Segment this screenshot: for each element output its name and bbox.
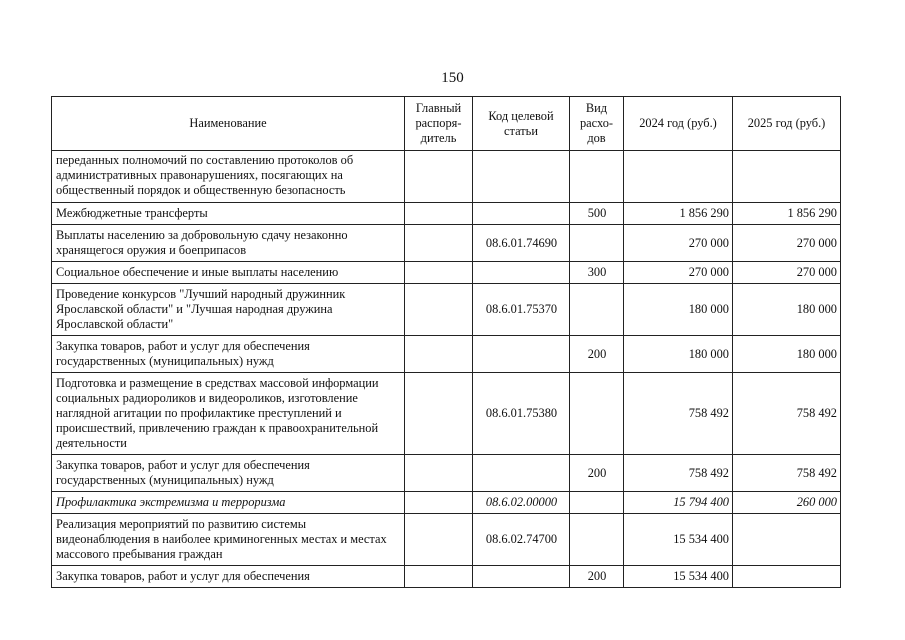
cell-chief-admin [405,336,473,373]
column-header-2024: 2024 год (руб.) [624,97,733,151]
cell-2024: 1 856 290 [624,203,733,225]
cell-2024: 180 000 [624,336,733,373]
cell-expense-type [570,225,624,262]
cell-chief-admin [405,373,473,455]
cell-chief-admin [405,203,473,225]
table-header-row [52,97,841,151]
table-row [52,566,841,588]
cell-target-code [473,455,570,492]
column-header-expense-type: Вид расхо-дов [570,97,624,151]
cell-chief-admin [405,284,473,336]
cell-expense-type [570,514,624,566]
cell-chief-admin [405,225,473,262]
cell-name: Закупка товаров, работ и услуг для обеспечения [52,566,405,588]
cell-2024 [624,151,733,203]
cell-2025: 1 856 290 [733,203,841,225]
cell-2025: 270 000 [733,262,841,284]
cell-chief-admin [405,566,473,588]
cell-chief-admin [405,262,473,284]
cell-2024: 15 534 400 [624,514,733,566]
cell-target-code [473,203,570,225]
cell-name: Социальное обеспечение и иные выплаты населению [52,262,405,284]
cell-target-code: 08.6.01.75380 [473,373,570,455]
cell-2025: 260 000 [733,492,841,514]
cell-chief-admin [405,151,473,203]
column-header-target-code: Код целевой статьи [473,97,570,151]
cell-target-code: 08.6.01.74690 [473,225,570,262]
cell-name: Проведение конкурсов "Лучший народный дружинник Ярославской области" и "Лучшая народная дружина Ярославской области" [52,284,405,336]
column-header-name: Наименование [52,97,405,151]
cell-expense-type: 500 [570,203,624,225]
cell-expense-type: 200 [570,336,624,373]
cell-name: Подготовка и размещение в средствах массовой информации социальных радиороликов и видеороликов, изготовление наглядной агитации по профилактике преступлений и происшествий, привлечению граждан к правоохранительной деятельности [52,373,405,455]
cell-2025 [733,151,841,203]
column-header-2025: 2025 год (руб.) [733,97,841,151]
table-row [52,203,841,225]
cell-target-code [473,151,570,203]
budget-table [51,96,841,588]
column-header-chief-admin: Главный распоря-дитель [405,97,473,151]
table-row [52,151,841,203]
cell-target-code: 08.6.02.00000 [473,492,570,514]
cell-expense-type [570,151,624,203]
cell-target-code [473,262,570,284]
cell-2024: 758 492 [624,373,733,455]
cell-target-code [473,566,570,588]
cell-2025: 180 000 [733,284,841,336]
cell-name: Закупка товаров, работ и услуг для обеспечения государственных (муниципальных) нужд [52,455,405,492]
table-row [52,514,841,566]
cell-name: Межбюджетные трансферты [52,203,405,225]
cell-expense-type [570,492,624,514]
cell-target-code [473,336,570,373]
cell-2024: 758 492 [624,455,733,492]
cell-chief-admin [405,455,473,492]
cell-expense-type: 200 [570,566,624,588]
cell-name: Реализация мероприятий по развитию системы видеонаблюдения в наиболее криминогенных местах и местах массового пребывания граждан [52,514,405,566]
cell-2024: 180 000 [624,284,733,336]
cell-name: Закупка товаров, работ и услуг для обеспечения государственных (муниципальных) нужд [52,336,405,373]
cell-2024: 270 000 [624,225,733,262]
cell-2024: 270 000 [624,262,733,284]
table-row [52,262,841,284]
table-row-section [52,492,841,514]
page-number: 150 [441,70,464,86]
cell-target-code: 08.6.01.75370 [473,284,570,336]
cell-name: Выплаты населению за добровольную сдачу незаконно хранящегося оружия и боеприпасов [52,225,405,262]
cell-chief-admin [405,492,473,514]
cell-2025: 270 000 [733,225,841,262]
table-row [52,336,841,373]
cell-2025 [733,566,841,588]
table-row [52,225,841,262]
cell-target-code: 08.6.02.74700 [473,514,570,566]
cell-2025: 758 492 [733,373,841,455]
cell-2025: 180 000 [733,336,841,373]
cell-expense-type [570,373,624,455]
cell-2025 [733,514,841,566]
cell-name: Профилактика экстремизма и терроризма [52,492,405,514]
cell-name: переданных полномочий по составлению протоколов об административных правонарушениях, посягающих на общественный порядок и общественную безопасность [52,151,405,203]
cell-2024: 15 794 400 [624,492,733,514]
cell-expense-type: 300 [570,262,624,284]
cell-expense-type [570,284,624,336]
cell-expense-type: 200 [570,455,624,492]
table-row [52,373,841,455]
table-row [52,455,841,492]
cell-chief-admin [405,514,473,566]
table-row [52,284,841,336]
cell-2024: 15 534 400 [624,566,733,588]
cell-2025: 758 492 [733,455,841,492]
